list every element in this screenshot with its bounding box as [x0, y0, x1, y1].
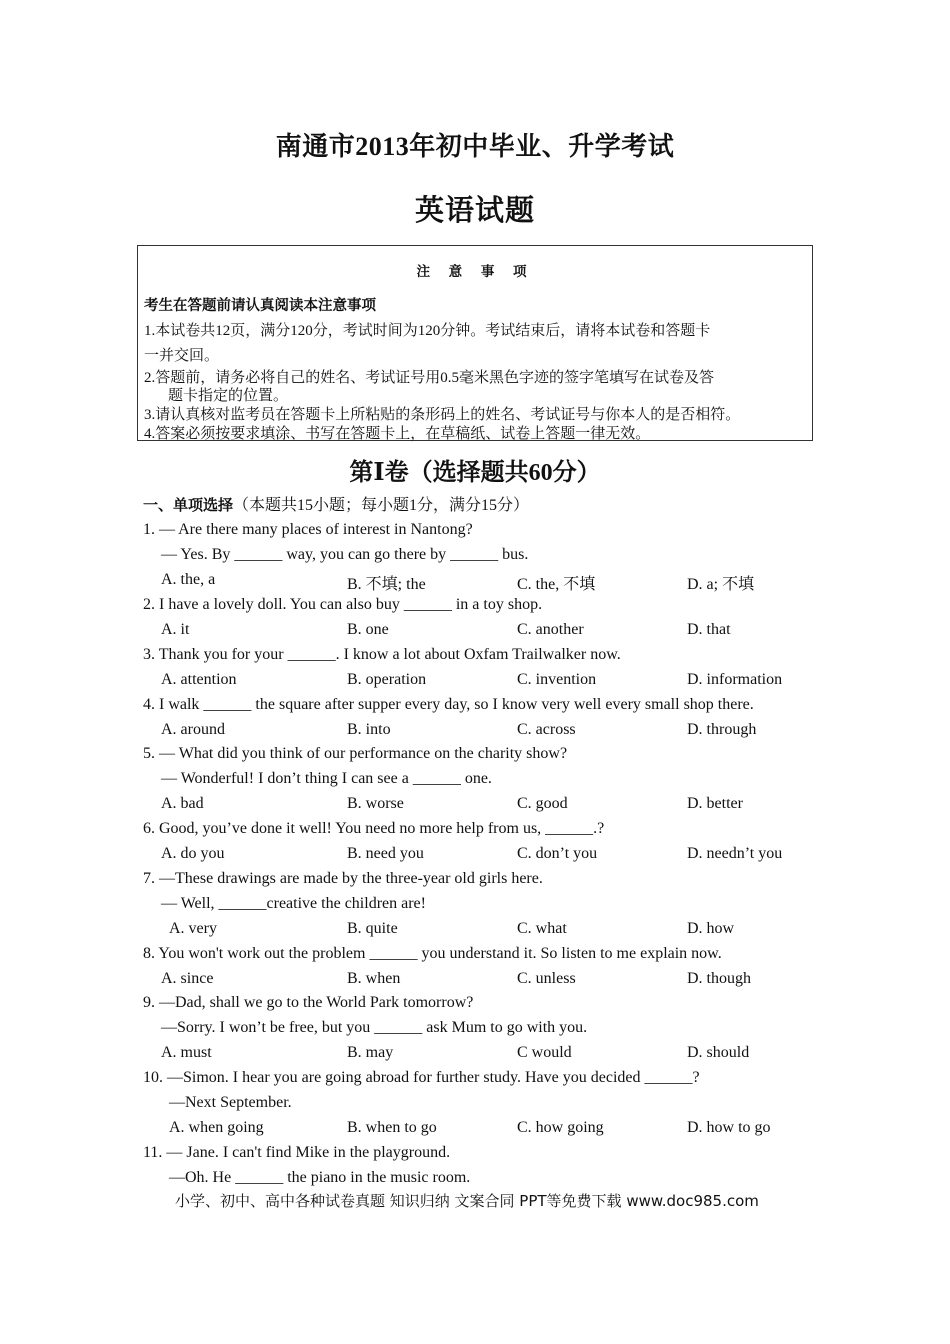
question-stem: 4. I walk ______ the square after supper every day, so I know very well every small shop there.	[143, 696, 754, 713]
notice-box	[137, 245, 813, 441]
option-d[interactable]: D. a; 不填	[687, 576, 755, 593]
option-c[interactable]: C. another	[517, 621, 584, 638]
question-stem: 10. —Simon. I hear you are going abroad for further study. Have you decided ______?	[143, 1069, 700, 1086]
notice-line: 4.答案必须按要求填涂、书写在答题卡上，在草稿纸、试卷上答题一律无效。	[144, 426, 651, 442]
question-stem: — Wonderful! I don’t thing I can see a ______ one.	[161, 770, 492, 787]
option-d[interactable]: D. should	[687, 1044, 750, 1061]
question-stem: 8. You won't work out the problem ______ you understand it. So listen to me explain now.	[143, 945, 722, 962]
notice-subheading: 考生在答题前请认真阅读本注意事项	[144, 298, 376, 314]
option-d[interactable]: D. though	[687, 970, 751, 987]
footer-watermark-text: 小学、初中、高中各种试卷真题 知识归纳 文案合同 PPT等免费下载 www.doc985.com	[175, 1192, 759, 1210]
exam-subject-title: 英语试题	[414, 195, 535, 227]
option-c[interactable]: C. unless	[517, 970, 576, 987]
option-a[interactable]: A. do you	[161, 845, 225, 862]
option-c[interactable]: C. what	[517, 920, 567, 937]
question-stem: 6. Good, you’ve done it well! You need no more help from us, ______.?	[143, 820, 605, 837]
part-description: （本题共15小题；每小题1分，满分15分）	[233, 497, 530, 514]
option-b[interactable]: B. 不填; the	[347, 576, 426, 593]
question-stem: 11. — Jane. I can't find Mike in the playground.	[143, 1144, 451, 1161]
option-c[interactable]: C. how going	[517, 1119, 604, 1136]
notice-line: 3.请认真核对监考员在答题卡上所粘贴的条形码上的姓名、考试证号与你本人的是否相符。	[144, 407, 741, 423]
option-c[interactable]: C would	[517, 1044, 572, 1061]
part-label: 一、单项选择	[143, 496, 234, 514]
option-b[interactable]: B. when to go	[347, 1119, 437, 1136]
option-b[interactable]: B. operation	[347, 671, 427, 688]
option-c[interactable]: C. invention	[517, 671, 597, 688]
question-stem: —Sorry. I won’t be free, but you ______ ask Mum to go with you.	[161, 1019, 588, 1036]
exam-title: 南通市2013年初中毕业、升学考试	[275, 132, 675, 161]
option-b[interactable]: B. worse	[347, 795, 404, 812]
option-a[interactable]: A. must	[161, 1044, 212, 1061]
question-stem: 2. I have a lovely doll. You can also buy ______ in a toy shop.	[143, 596, 543, 613]
option-a[interactable]: A. very	[169, 920, 217, 937]
question-stem: 7. —These drawings are made by the three-year old girls here.	[143, 870, 543, 887]
option-c[interactable]: C. don’t you	[517, 845, 598, 862]
question-stem: 3. Thank you for your ______. I know a lot about Oxfam Trailwalker now.	[143, 646, 621, 663]
option-a[interactable]: A. when going	[169, 1119, 264, 1136]
option-d[interactable]: D. needn’t you	[687, 845, 783, 862]
option-a[interactable]: A. bad	[161, 795, 204, 812]
option-b[interactable]: B. one	[347, 621, 389, 638]
option-b[interactable]: B. may	[347, 1044, 394, 1061]
option-b[interactable]: B. into	[347, 721, 391, 738]
question-stem: —Oh. He ______ the piano in the music room.	[169, 1169, 471, 1186]
option-d[interactable]: D. through	[687, 721, 757, 738]
option-d[interactable]: D. better	[687, 795, 743, 812]
question-stem: 9. —Dad, shall we go to the World Park tomorrow?	[143, 994, 474, 1011]
notice-line: 一并交回。	[144, 348, 220, 364]
option-c[interactable]: C. the, 不填	[517, 576, 596, 593]
question-stem: —Next September.	[169, 1094, 292, 1111]
notice-line: 题卡指定的位置。	[168, 388, 289, 404]
option-d[interactable]: D. how to go	[687, 1119, 771, 1136]
question-stem: — Yes. By ______ way, you can go there by ______ bus.	[161, 546, 529, 563]
option-d[interactable]: D. that	[687, 621, 731, 638]
option-b[interactable]: B. when	[347, 970, 401, 987]
option-b[interactable]: B. need you	[347, 845, 424, 862]
option-c[interactable]: C. good	[517, 795, 568, 812]
option-a[interactable]: A. around	[161, 721, 225, 738]
option-a[interactable]: A. the, a	[161, 571, 216, 588]
option-a[interactable]: A. since	[161, 970, 214, 987]
option-c[interactable]: C. across	[517, 721, 576, 738]
option-a[interactable]: A. it	[161, 621, 190, 638]
option-d[interactable]: D. how	[687, 920, 735, 937]
part-heading	[143, 492, 529, 515]
question-stem: 5. — What did you think of our performance on the charity show?	[143, 745, 568, 762]
question-stem: 1. — Are there many places of interest in Nantong?	[143, 521, 473, 538]
option-d[interactable]: D. information	[687, 671, 783, 688]
option-a[interactable]: A. attention	[161, 671, 237, 688]
question-stem: — Well, ______creative the children are!	[161, 895, 426, 912]
notice-line: 2.答题前，请务必将自己的姓名、考试证号用0.5毫米黑色字迹的签字笔填写在试卷及答	[144, 370, 715, 386]
option-b[interactable]: B. quite	[347, 920, 398, 937]
notice-heading: 注 意 事 项	[416, 264, 534, 280]
notice-line: 1.本试卷共12页，满分120分，考试时间为120分钟。考试结束后，请将本试卷和答题卡	[144, 323, 711, 339]
section-title: 第Ⅰ卷（选择题共60分）	[349, 460, 601, 486]
